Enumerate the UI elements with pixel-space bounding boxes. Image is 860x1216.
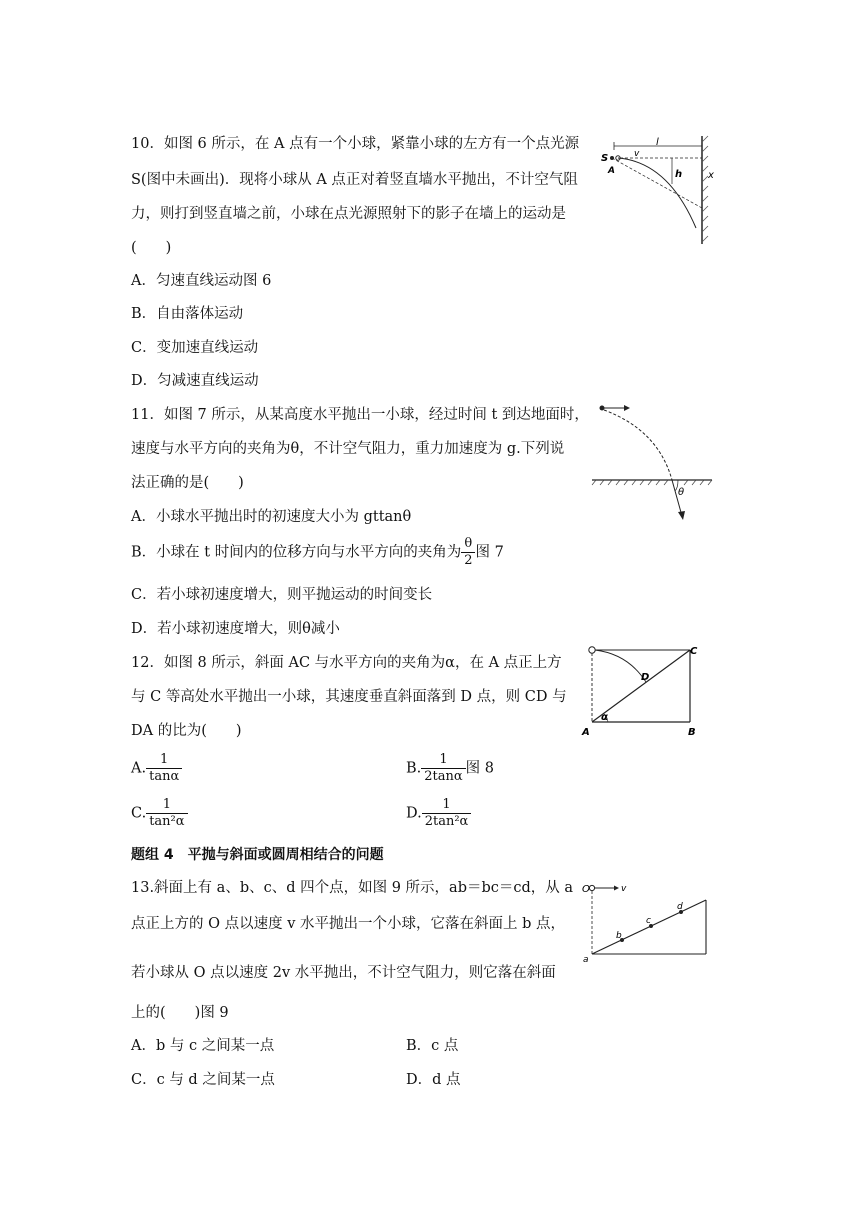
fig8-label-alpha: α	[601, 712, 608, 723]
q12-option-c-fraction	[146, 797, 187, 830]
q13-line-3: 若小球从 O 点以速度 2v 水平抛出，不计空气阻力，则它落在斜面	[131, 965, 556, 981]
fig8-label-c: C	[690, 646, 698, 657]
fig7-label-theta: θ	[678, 487, 685, 498]
q11-option-b-fraction	[461, 536, 475, 569]
q12-line-3: DA 的比为( )	[131, 723, 242, 739]
figure-6	[598, 132, 716, 246]
q13-line-1: 13.斜面上有 a、b、c、d 四个点，如图 9 所示，ab＝bc＝cd，从 a	[131, 880, 574, 896]
q11-fraction-num: θ	[461, 536, 475, 553]
q10-option-d: D．匀减速直线运动	[131, 373, 259, 389]
q10-line-3: 力，则打到竖直墙之前，小球在点光源照射下的影子在墙上的运动是	[131, 206, 566, 222]
q12-option-c	[131, 797, 188, 830]
fig9-label-v: v	[621, 884, 627, 894]
fig9-label-d: d	[677, 902, 683, 912]
fraction-den: 2tanα	[424, 769, 463, 784]
fig6-label-x: x	[708, 170, 714, 181]
q13-option-a: A．b 与 c 之间某一点	[131, 1038, 275, 1054]
q10-option-b: B．自由落体运动	[131, 306, 244, 322]
fig9-label-b: b	[616, 931, 622, 941]
q13-line-4: 上的( )图 9	[131, 1005, 229, 1021]
q12-option-d-fraction	[422, 797, 472, 830]
q11-option-b	[131, 536, 504, 569]
q13-line-2: 点正上方的 O 点以速度 v 水平抛出一个小球，它落在斜面上 b 点，	[131, 916, 566, 932]
fraction-den: 2tan²α	[424, 814, 469, 829]
figure-7	[590, 400, 714, 522]
figure-9	[578, 878, 710, 964]
q12-option-d	[406, 797, 471, 830]
q11-line-2: 速度与水平方向的夹角为θ，不计空气阻力，重力加速度为 g.下列说	[131, 441, 565, 457]
q11-fraction-den: 2	[464, 553, 473, 568]
fig6-label-v: v	[634, 149, 640, 159]
q13-option-b: B．c 点	[406, 1038, 459, 1054]
fig8-label-d: D	[641, 672, 650, 683]
q12-line-2: 与 C 等高处水平抛出一小球，其速度垂直斜面落到 D 点，则 CD 与	[131, 689, 567, 705]
fig6-label-s: S	[601, 153, 609, 164]
q11-option-d: D．若小球初速度增大，则θ减小	[131, 621, 340, 637]
q12-option-b	[406, 752, 494, 785]
fraction-num: 1	[422, 797, 472, 814]
section-heading: 题组 4 平抛与斜面或圆周相结合的问题	[131, 847, 384, 863]
fig6-label-l: l	[656, 137, 659, 148]
q12-option-a	[131, 752, 182, 785]
fig8-label-b: B	[688, 727, 696, 738]
fig9-label-c: c	[646, 916, 651, 926]
q10-line-1: 10．如图 6 所示，在 A 点有一个小球，紧靠小球的左方有一个点光源	[131, 136, 580, 152]
q12-option-b-label: B.	[406, 760, 422, 777]
q12-figure-caption: 图 8	[465, 760, 495, 777]
fig9-label-a: a	[583, 955, 589, 964]
q12-option-b-fraction	[421, 752, 465, 785]
fig6-label-h: h	[675, 169, 683, 180]
fraction-num: 1	[146, 752, 182, 769]
fig8-label-a: A	[582, 727, 590, 738]
q10-line-2: S(图中未画出)．现将小球从 A 点正对着竖直墙水平抛出，不计空气阻	[131, 172, 578, 188]
q11-line-3: 法正确的是( )	[131, 475, 244, 491]
q11-option-b-text: B．小球在 t 时间内的位移方向与水平方向的夹角为	[131, 544, 462, 561]
q12-option-d-label: D.	[406, 805, 422, 822]
figure-8	[578, 642, 706, 738]
q11-line-1: 11．如图 7 所示，从某高度水平抛出一小球，经过时间 t 到达地面时，	[131, 407, 589, 423]
fig9-label-o: O	[582, 884, 590, 895]
fraction-num: 1	[146, 797, 187, 814]
q10-option-c: C．变加速直线运动	[131, 340, 259, 356]
fraction-den: tan²α	[149, 814, 185, 829]
q11-figure-caption: 图 7	[475, 544, 504, 561]
fraction-den: tanα	[149, 769, 180, 784]
q12-option-c-label: C.	[131, 805, 147, 822]
q10-option-a: A．匀速直线运动图 6	[131, 273, 272, 289]
q12-line-1: 12．如图 8 所示，斜面 AC 与水平方向的夹角为α，在 A 点正上方	[131, 655, 562, 671]
fraction-num: 1	[421, 752, 465, 769]
q10-line-4: ( )	[131, 240, 172, 256]
q13-option-d: D．d 点	[406, 1072, 461, 1088]
fig6-label-a: A	[608, 166, 615, 176]
q11-option-a: A．小球水平抛出时的初速度大小为 gttanθ	[131, 509, 412, 525]
q13-option-c: C．c 与 d 之间某一点	[131, 1072, 275, 1088]
q12-option-a-fraction	[146, 752, 182, 785]
q12-option-a-label: A.	[131, 760, 147, 777]
q11-option-c: C．若小球初速度增大，则平抛运动的时间变长	[131, 587, 433, 603]
